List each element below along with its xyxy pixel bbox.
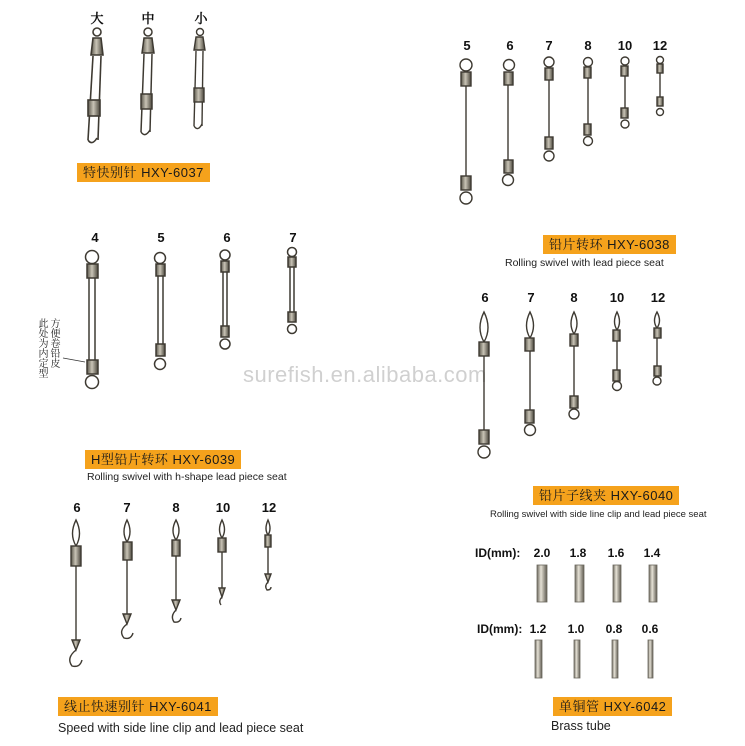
- size-label-6041-12: 12: [261, 500, 277, 515]
- size-label-6038-7: 7: [545, 38, 553, 53]
- swivel-6039-5: [155, 253, 166, 370]
- swivel-6040-set: [478, 312, 661, 458]
- swivel-6039-7: [288, 248, 297, 334]
- banner-hxy-6037: 特快别针 HXY-6037: [77, 163, 210, 182]
- size-label-6038-12: 12: [652, 38, 668, 53]
- swivel-6038-7: [544, 57, 554, 161]
- side-note-a: 方便卷铅皮: [48, 318, 59, 368]
- id-value-1-6: 1.6: [607, 546, 625, 560]
- size-label-6040-6: 6: [481, 290, 489, 305]
- brass-tube-1-2: [535, 640, 542, 678]
- swivel-6038-6: [503, 60, 515, 186]
- brass-tube-1-8: [575, 565, 584, 602]
- size-label-6041-6: 6: [73, 500, 81, 515]
- clip-6041-8: [172, 520, 181, 622]
- brass-tube-set: [535, 565, 657, 678]
- id-value-0-8: 0.8: [605, 622, 623, 636]
- brass-tube-0-6: [648, 640, 653, 678]
- swivel-6038-10: [621, 57, 629, 128]
- banner-hxy-6040: 铅片子线夹 HXY-6040: [533, 486, 679, 505]
- snap-pin-small: [194, 29, 205, 129]
- size-label-6038-10: 10: [617, 38, 633, 53]
- swivel-6038-8: [584, 58, 593, 146]
- size-label-6038-5: 5: [463, 38, 471, 53]
- brass-tube-1-6: [613, 565, 621, 602]
- swivel-6039-set: [63, 248, 297, 389]
- id-value-0-6: 0.6: [641, 622, 659, 636]
- swivel-6038-set: [460, 57, 664, 205]
- banner-hxy-6042: 单铜管 HXY-6042: [553, 697, 672, 716]
- caption-hxy-6040: Rolling swivel with side line clip and lead piece seat: [490, 509, 707, 520]
- size-label-small: 小: [194, 11, 208, 26]
- id-value-1-2: 1.2: [529, 622, 547, 636]
- banner-hxy-6039: H型铅片转环 HXY-6039: [85, 450, 241, 469]
- size-label-6040-12: 12: [650, 290, 666, 305]
- id-value-1-4: 1.4: [643, 546, 661, 560]
- watermark-text: surefish.en.alibaba.com: [243, 362, 487, 387]
- caption-hxy-6042: Brass tube: [551, 719, 611, 733]
- clip-6041-10: [218, 520, 226, 605]
- clip-6041-set: [70, 520, 271, 666]
- caption-hxy-6039: Rolling swivel with h-shape lead piece seat: [87, 471, 287, 483]
- clip-6041-12: [265, 520, 271, 590]
- size-label-6040-7: 7: [527, 290, 535, 305]
- size-label-6039-5: 5: [157, 230, 165, 245]
- size-label-large: 大: [90, 11, 104, 26]
- swivel-6038-12: [657, 57, 664, 116]
- snap-pin-large: [88, 28, 103, 143]
- id-label-row2: ID(mm):: [477, 622, 523, 636]
- swivel-6039-4: [86, 251, 99, 389]
- caption-hxy-6038: Rolling swivel with lead piece seat: [505, 257, 664, 269]
- swivel-6038-5: [460, 59, 472, 204]
- size-label-6040-10: 10: [609, 290, 625, 305]
- size-label-6040-8: 8: [570, 290, 578, 305]
- size-label-6041-7: 7: [123, 500, 131, 515]
- side-note-b: 此处为内定型: [36, 318, 47, 378]
- swivel-6039-6: [220, 250, 230, 349]
- id-value-2-0: 2.0: [533, 546, 551, 560]
- brass-tube-1-4: [649, 565, 657, 602]
- swivel-6040-6: [478, 312, 490, 458]
- size-label-6038-8: 8: [584, 38, 592, 53]
- banner-hxy-6038: 铅片转环 HXY-6038: [543, 235, 676, 254]
- id-value-1-0: 1.0: [567, 622, 585, 636]
- arrow-pointer: [63, 358, 85, 362]
- size-label-6038-6: 6: [506, 38, 514, 53]
- snap-pin-medium: [141, 28, 154, 135]
- banner-hxy-6041: 线止快速别针 HXY-6041: [58, 697, 218, 716]
- swivel-6040-12: [653, 312, 661, 385]
- size-label-6039-7: 7: [289, 230, 297, 245]
- brass-tube-1-0: [574, 640, 580, 678]
- caption-hxy-6041: Speed with side line clip and lead piece seat: [58, 721, 304, 735]
- clip-6041-7: [122, 520, 133, 638]
- size-label-6039-6: 6: [223, 230, 231, 245]
- size-label-6041-10: 10: [215, 500, 231, 515]
- size-label-6041-8: 8: [172, 500, 180, 515]
- brass-tube-2-0: [537, 565, 547, 602]
- id-value-1-8: 1.8: [569, 546, 587, 560]
- swivel-6040-7: [525, 312, 536, 436]
- size-label-medium: 中: [141, 11, 155, 26]
- brass-tube-0-8: [612, 640, 618, 678]
- swivel-6040-10: [613, 312, 622, 391]
- id-label-row1: ID(mm):: [475, 546, 521, 560]
- size-label-6039-4: 4: [91, 230, 99, 245]
- clip-6041-6: [70, 520, 82, 666]
- swivel-6040-8: [569, 312, 579, 419]
